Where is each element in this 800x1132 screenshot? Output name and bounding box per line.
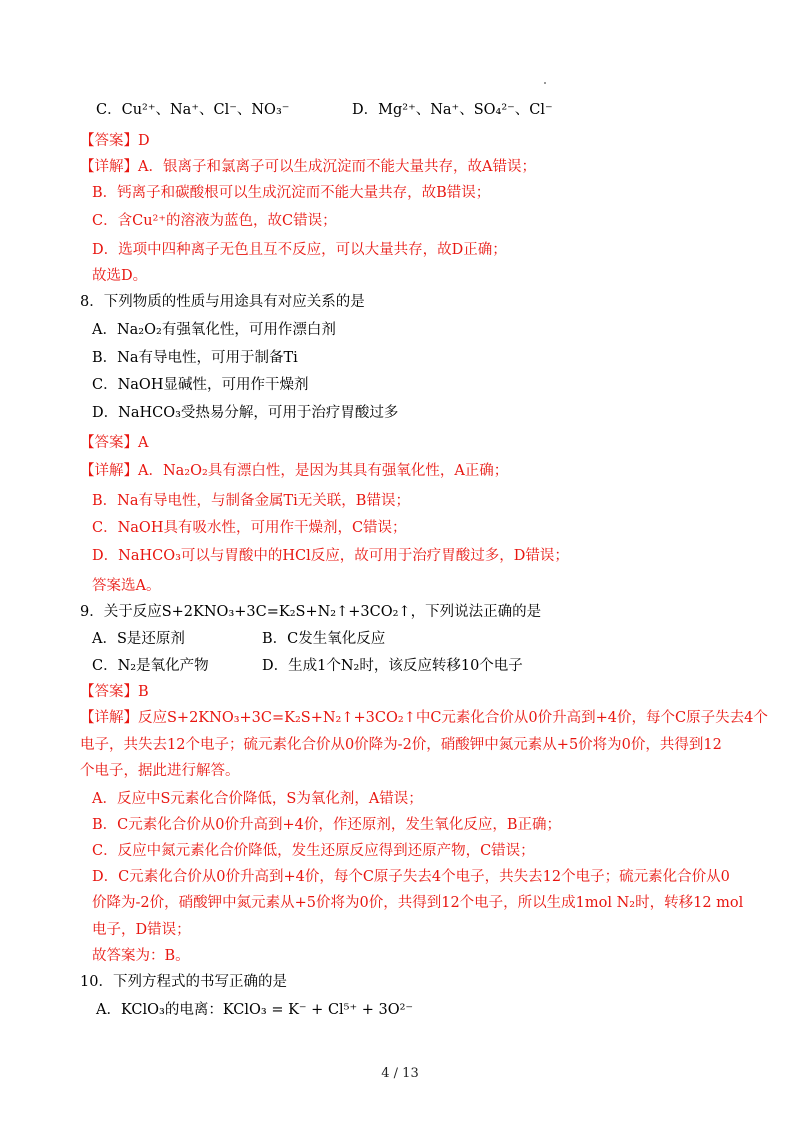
q9-stem: 9．关于反应S+2KNO₃+3C=K₂S+N₂↑+3CO₂↑，下列说法正确的是 (80, 604, 542, 620)
q8-detail-line: 答案选A。 (92, 578, 161, 594)
q9-option-c: C．N₂是氧化产物 (92, 658, 209, 674)
q7-detail-line: 故选D。 (92, 268, 148, 284)
page-number: 4 / 13 (381, 1066, 419, 1081)
q9-detail-line: 故答案为：B。 (92, 948, 190, 964)
q9-detail-line: D．C元素化合价从0价升高到+4价，每个C原子失去4个电子，共失去12个电子；硫元素化合价从0 (92, 869, 730, 885)
q8-detail-line: C．NaOH具有吸水性，可用作干燥剂，C错误； (92, 520, 407, 536)
q8-detail-line: B．Na有导电性，与制备金属Ti无关联，B错误； (92, 493, 410, 509)
q10-option-a: A．KClO₃的电离：KClO₃ = K⁻ + Cl⁵⁺ + 3O²⁻ (96, 1002, 414, 1018)
q9-detail-line: 价降为-2价，硝酸钾中氮元素从+5价将为0价，共得到12个电子，所以生成1mol N₂时，转移12 mol (92, 895, 744, 911)
q8-option-b: B．Na有导电性，可用于制备Ti (92, 350, 298, 366)
q8-option-c: C．NaOH显碱性，可用作干燥剂 (92, 377, 309, 393)
q7-detail-line: D．选项中四种离子无色且互不反应，可以大量共存，故D正确； (92, 242, 507, 258)
q9-option-a: A．S是还原剂 (92, 631, 185, 647)
q8-detail-line: 【详解】A．Na₂O₂具有漂白性，是因为其具有强氧化性，A正确； (80, 463, 509, 479)
q7-detail-line: 【详解】A．银离子和氯离子可以生成沉淀而不能大量共存，故A错误； (80, 159, 536, 175)
q9-detail-line: A．反应中S元素化合价降低，S为氧化剂，A错误； (92, 791, 423, 807)
q7-option-c: C．Cu²⁺、Na⁺、Cl⁻、NO₃⁻ (96, 102, 290, 118)
q7-answer: 【答案】D (80, 133, 150, 149)
q9-detail-line: 电子，共失去12个电子；硫元素化合价从0价降为-2价，硝酸钾中氮元素从+5价将为0价，共得到12 (80, 737, 722, 753)
q9-detail-line: 电子，D错误； (92, 922, 191, 938)
q8-option-a: A．Na₂O₂有强氧化性，可用作漂白剂 (92, 322, 336, 338)
q9-detail-line: C．反应中氮元素化合价降低，发生还原反应得到还原产物，C错误； (92, 843, 535, 859)
speck-mark (544, 82, 546, 84)
q8-option-d: D．NaHCO₃受热易分解，可用于治疗胃酸过多 (92, 405, 399, 421)
q9-detail-line: 个电子，据此进行解答。 (80, 763, 240, 779)
q8-answer: 【答案】A (80, 435, 149, 451)
q8-stem: 8．下列物质的性质与用途具有对应关系的是 (80, 294, 365, 310)
q9-option-d: D．生成1个N₂时，该反应转移10个电子 (262, 658, 523, 674)
q8-detail-line: D．NaHCO₃可以与胃酸中的HCl反应，故可用于治疗胃酸过多，D错误； (92, 548, 569, 564)
q7-detail-line: C．含Cu²⁺的溶液为蓝色，故C错误； (92, 213, 337, 229)
q7-option-d: D．Mg²⁺、Na⁺、SO₄²⁻、Cl⁻ (352, 102, 553, 118)
q9-option-b: B．C发生氧化反应 (262, 631, 386, 647)
q9-detail-line: 【详解】反应S+2KNO₃+3C=K₂S+N₂↑+3CO₂↑中C元素化合价从0价升高到+4价，每个C原子失去4个 (80, 710, 768, 726)
q9-detail-line: B．C元素化合价从0价升高到+4价，作还原剂，发生氧化反应，B正确； (92, 817, 562, 833)
q10-stem: 10．下列方程式的书写正确的是 (80, 974, 287, 990)
q9-answer: 【答案】B (80, 684, 149, 700)
q7-detail-line: B．钙离子和碳酸根可以生成沉淀而不能大量共存，故B错误； (92, 185, 491, 201)
